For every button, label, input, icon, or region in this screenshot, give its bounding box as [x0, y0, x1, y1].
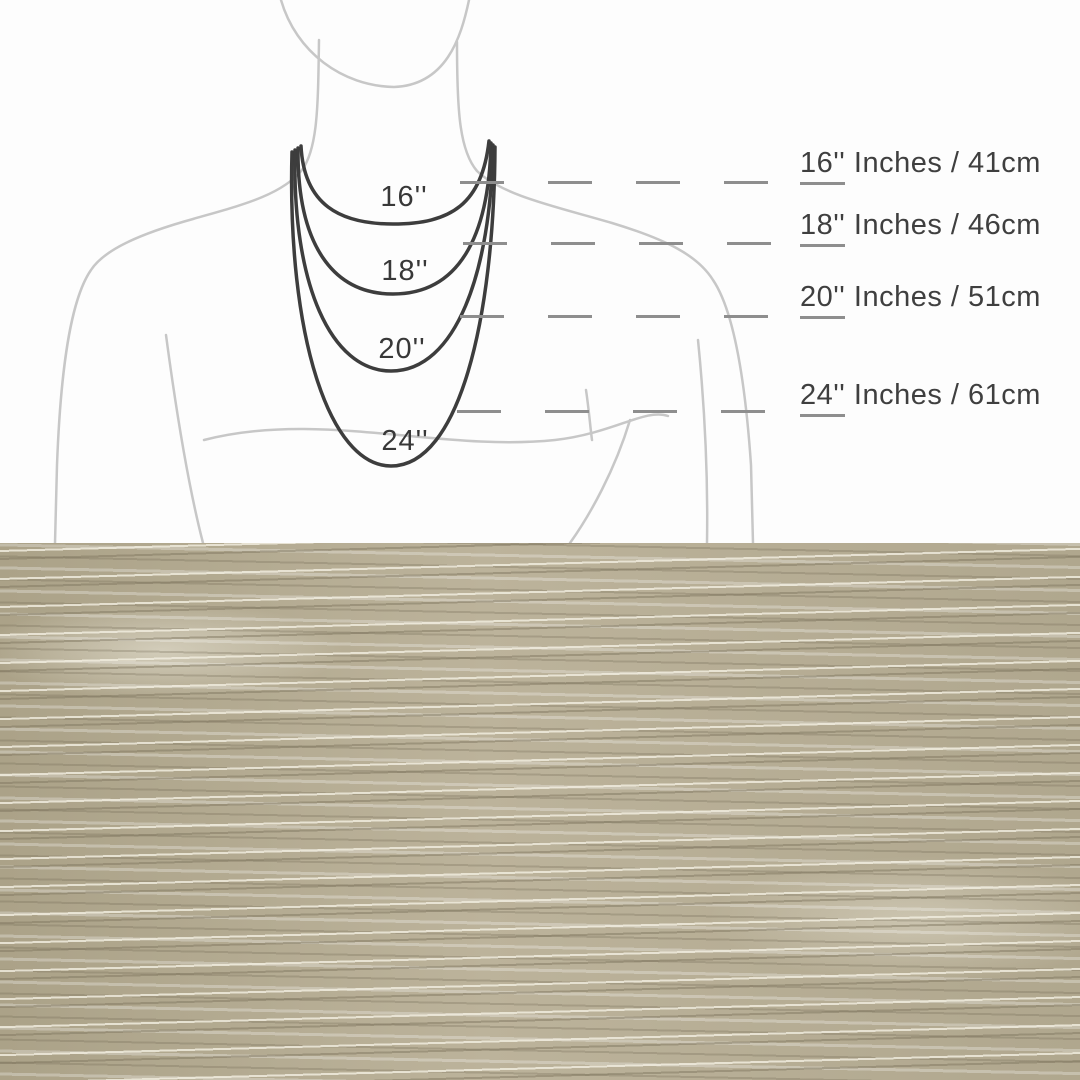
chest-side-curve: [570, 420, 630, 543]
wood-background: [0, 543, 1080, 1080]
leader-line-24: [457, 410, 798, 413]
arc-label-24: 24'': [381, 425, 429, 457]
left-torso-line: [166, 335, 203, 543]
size-20-cm: Inches / 51cm: [845, 281, 1041, 313]
size-20-inches: 20'': [800, 281, 845, 319]
size-label-16: [800, 147, 1041, 185]
size-16-inches: 16'': [800, 147, 845, 185]
chin-line: [281, 0, 469, 87]
size-label-24: [800, 379, 1041, 417]
leader-line-20: [460, 315, 798, 318]
size-24-inches: 24'': [800, 379, 845, 417]
leader-line-16: [460, 181, 798, 184]
size-label-20: [800, 281, 1041, 319]
size-18-inches: 18'': [800, 209, 845, 247]
arc-label-20: 20'': [378, 333, 426, 365]
size-24-cm: Inches / 61cm: [845, 379, 1041, 411]
size-18-cm: Inches / 46cm: [845, 209, 1041, 241]
arc-label-16: 16'': [380, 181, 428, 213]
leader-line-18: [463, 242, 798, 245]
right-torso-line: [698, 340, 707, 543]
arc-label-18: 18'': [381, 255, 429, 287]
size-16-cm: Inches / 41cm: [845, 147, 1041, 179]
size-label-18: [800, 209, 1041, 247]
right-neck-shoulder-arm-line: [457, 42, 753, 543]
